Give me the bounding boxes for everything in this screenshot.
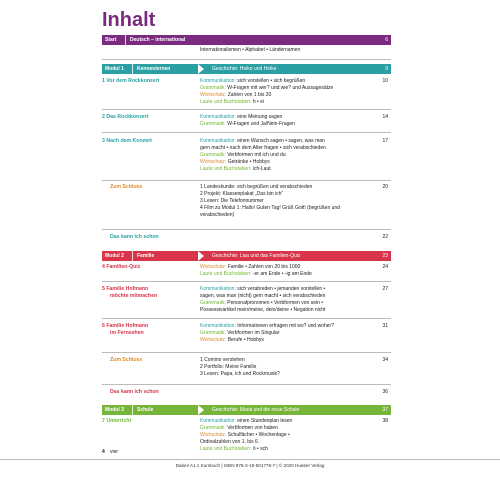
m2-s2-line: sagen, was man (nicht) gern macht • sich verabschieden — [200, 293, 326, 300]
modul2-chevron — [198, 251, 204, 261]
keyword-label: Wortschatz: — [200, 264, 227, 270]
m2-s3-title2: im Fernsehen — [110, 330, 144, 337]
modul1-label: Modul 1 — [105, 66, 124, 72]
modul1-chevron — [198, 64, 204, 74]
modul1-bar — [102, 64, 391, 74]
footer-divider — [0, 459, 500, 460]
m2-kann-page: 36 — [382, 389, 388, 395]
keyword-label: Laute und Buchstaben: — [200, 446, 252, 453]
keyword-label: Kommunikation: — [200, 323, 236, 329]
modul1-name: Kennenlernen — [137, 66, 171, 72]
m1-s3-line: Kommunikation: einen Wunsch sagen • sagen, was man — [200, 138, 325, 144]
divider — [102, 229, 391, 230]
m1-s1-line: Wortschatz: Zahlen von 1 bis 20 — [200, 92, 272, 99]
keyword-label: Wortschatz: — [200, 432, 227, 439]
m1-schluss-line: 1 Landeskunde: sich begrüßen und verabschieden — [200, 184, 313, 190]
keyword-label: Grammatik: — [200, 300, 226, 307]
m2-s3-title: 6 Familie Hofmann — [102, 323, 149, 329]
divider — [102, 318, 391, 319]
modul2-label: Modul 2 — [105, 253, 124, 259]
m1-schluss-line: 4 Film zu Modul 1: Hallo! Guten Tag! Grüß Gott! (begrüßen und — [200, 205, 340, 212]
m1-s1-title: 1 Vor dem Rockkonzert — [102, 78, 160, 84]
modul3-name: Schule — [137, 407, 154, 413]
start-label: Start — [105, 37, 117, 43]
m1-s2-title: 2 Das Rockkonzert — [102, 114, 149, 120]
m1-schluss-page: 20 — [382, 184, 388, 190]
keyword-label: Kommunikation: — [200, 114, 236, 120]
keyword-label: Grammatik: — [200, 152, 226, 159]
m3-s1-page: 38 — [382, 418, 388, 424]
m1-s3-line: Laute und Buchstaben: ich-Laut — [200, 166, 271, 173]
m2-s3-line: Grammatik: Verbformen im Singular — [200, 330, 280, 337]
m1-s3-page: 17 — [382, 138, 388, 144]
modul1-story: Geschichte: Heiko und Heike — [212, 66, 277, 72]
m1-s2-line: Kommunikation: eine Meinung sagen — [200, 114, 283, 120]
divider — [102, 180, 391, 181]
m3-s1-line: Kommunikation: einen Stundenplan lesen — [200, 418, 293, 424]
modul3-page: 37 — [382, 407, 388, 413]
m2-s2-line: Possessivartikel mein/meine, dein/deine • Negation nicht — [200, 307, 326, 314]
m1-s2-line: Grammatik: W-Fragen und Ja/Nein-Fragen — [200, 121, 295, 128]
m2-s1-title: 4 Familien-Quiz — [102, 264, 141, 270]
keyword-label: Kommunikation: — [200, 138, 236, 144]
keyword-label: Wortschatz: — [200, 337, 227, 344]
modul2-name: Familie — [137, 253, 155, 259]
divider — [102, 132, 391, 133]
m2-schluss-label: Zum Schluss — [110, 357, 143, 363]
m2-s3-page: 31 — [382, 323, 388, 329]
keyword-label: Kommunikation: — [200, 78, 236, 84]
m2-schluss-page: 34 — [382, 357, 388, 363]
m1-kann-title: Das kann ich schon — [110, 234, 159, 240]
m2-s2-title: 5 Familie Hofmann — [102, 286, 149, 292]
m1-s3-title: 3 Nach dem Konzert — [102, 138, 152, 144]
m2-schluss-line: 3 Lesen: Papa, ich und Rockmusik? — [200, 371, 280, 378]
m2-kann-title: Das kann ich schon — [110, 389, 159, 395]
start-bar — [102, 35, 391, 45]
keyword-label: Grammatik: — [200, 425, 226, 432]
m1-s1-page: 10 — [382, 78, 388, 84]
m2-s1-line: Laute und Buchstaben: -er am Ende • -ig am Ende — [200, 271, 312, 278]
m3-s1-line: Grammatik: Verbformen von haben — [200, 425, 278, 432]
start-page: 6 — [385, 37, 388, 43]
keyword-label: Grammatik: — [200, 330, 226, 337]
m1-schluss-line: 2 Projekt: Klassenplakat „Das bin ich“ — [200, 191, 284, 198]
m1-kann-page: 22 — [382, 234, 388, 240]
m1-schluss-line: 3 Lesen: Die Telefonnummer — [200, 198, 264, 205]
divider — [102, 109, 391, 110]
modul2-story: Geschichte: Lisa und das Familien-Quiz — [212, 253, 301, 259]
footer-page-number: 4 — [102, 449, 105, 455]
m3-s1-line: Laute und Buchstaben: ö • sch — [200, 446, 268, 453]
m2-s1-page: 24 — [382, 264, 388, 270]
divider — [102, 352, 391, 353]
m2-s2-line: Kommunikation: sich verabreden • jemanden vorstellen • — [200, 286, 326, 292]
footer-info: Dabei! A1.1 Kursbuch | ISBN 978-3-19-501778-7 | © 2020 Hueber Verlag — [175, 463, 325, 468]
modul2-page: 23 — [382, 253, 388, 259]
m1-s1-line: Grammatik: W-Fragen mit wer? und wie? und Aussagesätze — [200, 85, 334, 92]
divider — [102, 59, 391, 60]
m2-s3-line: Kommunikation: Informationen erfragen mit wo? und woher? — [200, 323, 334, 329]
start-line: Internationalismen • Alphabet • Ländernamen — [200, 47, 301, 53]
m2-s3-line: Wortschatz: Berufe • Hobbys — [200, 337, 264, 344]
m2-s2-line: Grammatik: Personalpronomen • Verbformen von sein • — [200, 300, 324, 307]
m1-schluss-line: verabschieden) — [200, 212, 235, 219]
m2-s2-title2: möchte mitmachen — [110, 293, 158, 300]
m3-s1-line: Ordinalzahlen von 1. bis 6. — [200, 439, 260, 446]
divider — [102, 281, 391, 282]
m2-s2-page: 27 — [382, 286, 388, 292]
keyword-label: Kommunikation: — [200, 418, 236, 424]
m1-s3-line: gern macht • nach dem Alter fragen • sich verabschieden — [200, 145, 326, 152]
keyword-label: Laute und Buchstaben: — [200, 271, 252, 278]
m3-s1-line: Wortschatz: Schulfächer • Wochentage • — [200, 432, 290, 439]
m1-s3-line: Grammatik: Verbformen mit ich und du — [200, 152, 286, 159]
keyword-label: Laute und Buchstaben: — [200, 99, 252, 106]
m1-schluss-label: Zum Schluss — [110, 184, 143, 190]
keyword-label: Grammatik: — [200, 121, 226, 128]
modul1-page: 9 — [385, 66, 388, 72]
keyword-label: Kommunikation: — [200, 286, 236, 292]
keyword-label: Wortschatz: — [200, 92, 227, 99]
modul3-chevron — [198, 405, 204, 415]
m3-s1-title: 7 Unterricht — [102, 418, 132, 424]
m1-s3-line: Wortschatz: Getränke • Hobbys — [200, 159, 270, 166]
start-topic: Deutsch – international — [130, 37, 186, 43]
divider — [102, 384, 391, 385]
m1-s2-page: 14 — [382, 114, 388, 120]
m2-schluss-line: 1 Comino verstehen — [200, 357, 245, 363]
modul3-bar — [102, 405, 391, 415]
modul3-label: Modul 3 — [105, 407, 124, 413]
m2-s1-line: Wortschatz: Familie • Zahlen von 20 bis 1000 — [200, 264, 301, 270]
keyword-label: Wortschatz: — [200, 159, 227, 166]
m1-s1-line: Laute und Buchstaben: h • ei — [200, 99, 265, 106]
footer-page-word: vier — [110, 449, 119, 455]
modul3-story: Geschichte: Maria und die neue Schule — [212, 407, 300, 413]
m1-s1-line: Kommunikation: sich vorstellen • sich begrüßen — [200, 78, 306, 84]
m2-schluss-line: 2 Portfolio: Meine Familie — [200, 364, 257, 371]
keyword-label: Grammatik: — [200, 85, 226, 92]
keyword-label: Laute und Buchstaben: — [200, 166, 252, 173]
modul2-bar — [102, 251, 391, 261]
page-title: Inhalt — [102, 9, 156, 31]
